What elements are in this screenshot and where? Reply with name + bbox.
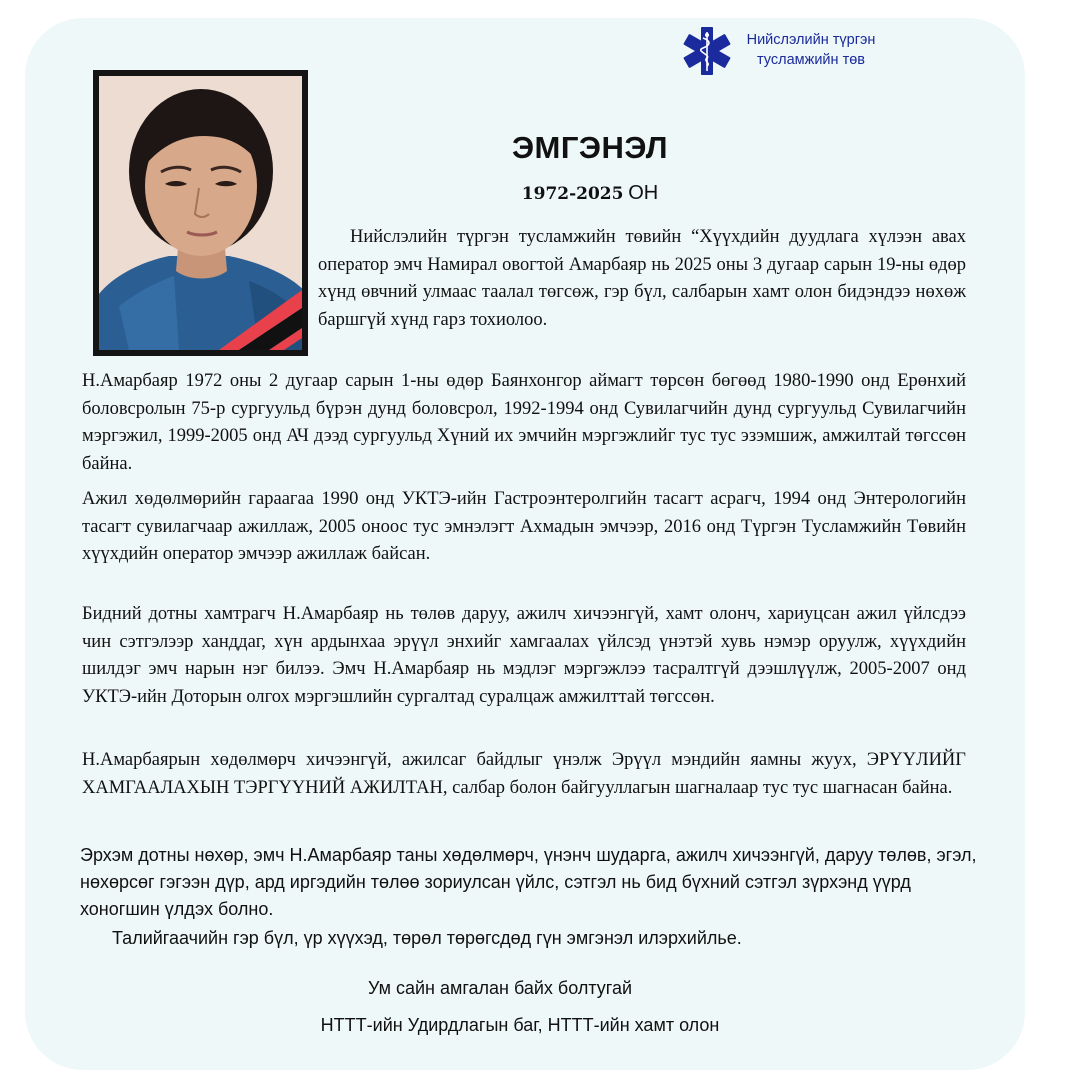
signature-from: НТТТ-ийн Удирдлагын баг, НТТТ-ийн хамт олон xyxy=(320,1015,720,1035)
portrait-frame xyxy=(93,70,308,356)
paragraph-awards: Н.Амарбаярын хөдөлмөрч хичээнгүй, ажилсаг байдлыг үнэлж Эрүүл мэндийн яамны жуух, ЭРҮҮЛИЙГ ХАМГААЛАХЫН ТЭРГҮҮНИЙ АЖИЛТАН, салбар болон байгууллагын шагналаар тус тус шагнасан байна. xyxy=(82,750,966,798)
star-of-life-icon xyxy=(680,24,734,78)
years-suffix: ОН xyxy=(628,182,659,204)
organization-name xyxy=(736,30,886,70)
years-range: 1972-2025 xyxy=(521,184,624,204)
paragraph-condolence: Талийгаачийн гэр бүл, үр хүүхэд, төрөл төрөгсдөд гүн эмгэнэл илэрхийлье. xyxy=(112,928,742,948)
paragraph-intro: Нийслэлийн түргэн тусламжийн төвийн “Хүүхдийн дуудлага хүлээн авах оператор эмч Намирал овогтой Амарбаяр нь 2025 оны 3 дугаар сарын 19-ны өдөр хүнд өвчний улмаас таалал төгсөж, гэр бүл, салбарын хамт олон бидэндээ нөхөж баршгүй хүнд гарз тохиолоо. xyxy=(318,227,966,330)
portrait-photo xyxy=(99,76,302,350)
organization-name-line1: Нийслэлийн түргэн xyxy=(746,32,876,48)
signature-blessing: Ум сайн амгалан байх болтугай xyxy=(367,978,633,998)
organization-logo xyxy=(680,24,890,82)
organization-name-line2: тусламжийн төв xyxy=(757,52,865,68)
paragraph-character: Бидний дотны хамтрагч Н.Амарбаяр нь төлөв даруу, ажилч хичээнгүй, хамт олонч, хариуцсан ажил үйлсдээ чин сэтгэлээр ханддаг, хүн ардынхаа эрүүл энхийг хамгаалах үйлсэд үнэтэй хувь нэмэр оруулж, хүүхдийн шилдэг эмч нарын нэг билээ. Эмч Н.Амарбаяр нь мэдлэг мэргэжлээ тасралтгүй дээшлүүлж, 2005-2007 онд УКТЭ-ийн Доторын олгох мэргэшлийн сургалтад суралцаж амжилттай төгссөн. xyxy=(82,604,966,707)
paragraph-career: Ажил хөдөлмөрийн гараагаа 1990 онд УКТЭ-ийн Гастроэнтеролгийн тасагт асрагч, 1994 онд Энтерологийн тасагт сувилагчаар ажиллаж, 2005 оноос тус эмнэлэгт Ахмадын эмчээр, 2016 онд Түргэн Тусламжийн Төвийн хүүхдийн оператор эмчээр ажиллаж байсан. xyxy=(82,489,966,564)
paragraph-tribute: Эрхэм дотны нөхөр, эмч Н.Амарбаяр таны хөдөлмөрч, үнэнч шударга, ажилч хичээнгүй, даруу төлөв, эгэл, нөхөрсөг гэгээн дүр, ард иргэдийн төлөө зориулсан үйлс, сэтгэл нь бид бүхний сэтгэл зүрхэнд үүрд хоногшин үлдэх болно. xyxy=(80,845,977,919)
years-line xyxy=(440,182,740,205)
page-title: ЭМГЭНЭЛ xyxy=(511,130,669,165)
paragraph-education: Н.Амарбаяр 1972 оны 2 дугаар сарын 1-ны өдөр Баянхонгор аймагт төрсөн бөгөөд 1980-1990 онд Ерөнхий боловсролын 75-р сургуульд бүрэн дунд боловсрол, 1992-1994 онд Сувилагчийн дунд сургуульд Сувилагчийн мэргэжил, 1999-2005 онд АЧ дээд сургуульд Хүний их эмчийн мэргэжлийг тус тус эзэмшиж, амжилтай төгссөн байна. xyxy=(82,371,966,474)
